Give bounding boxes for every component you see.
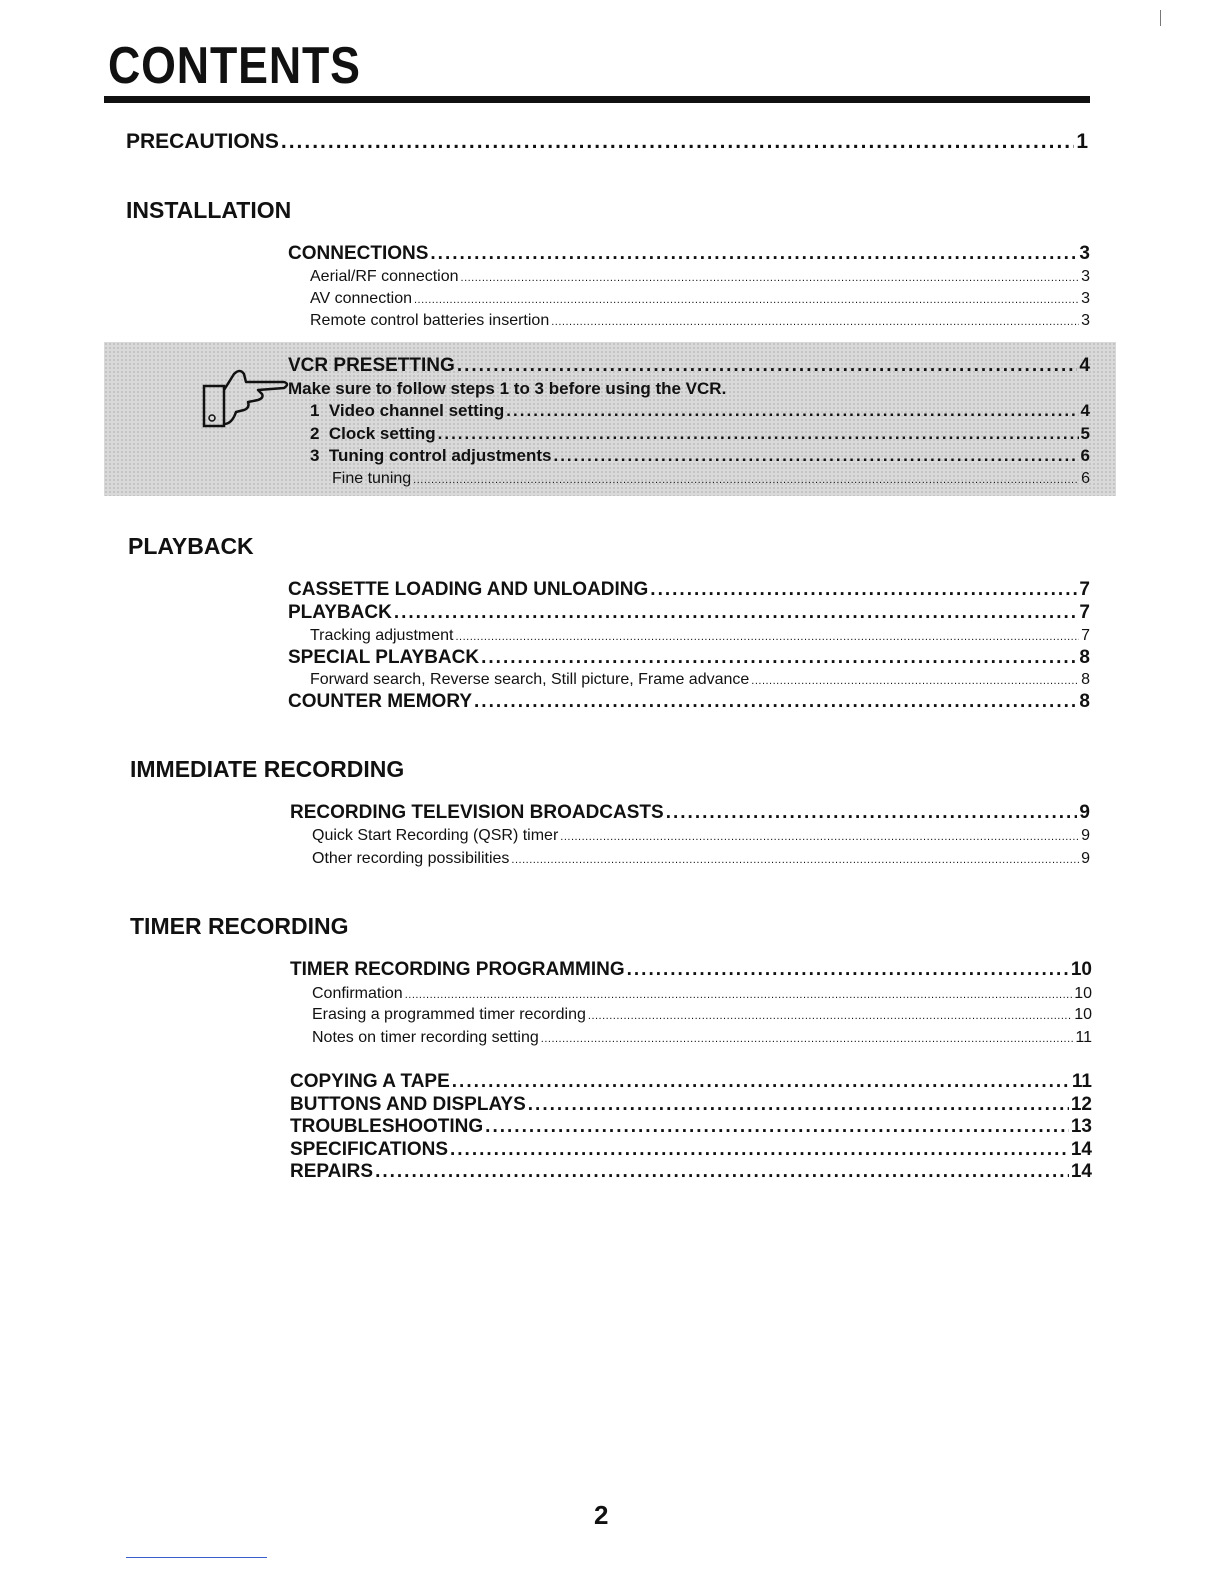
toc-entry-precautions[interactable]: PRECAUTIONS ..... 1 [126,130,1088,154]
toc-entry-playback[interactable]: PLAYBACK ..... 7 [288,602,1090,624]
leader-dots [438,424,1079,444]
leader-dots [541,1033,1074,1045]
toc-entry-specifications[interactable]: SPECIFICATIONS ..... 14 [290,1139,1092,1161]
leader-dots [474,691,1077,713]
leader-dots [461,272,1080,284]
toc-subentry[interactable]: Other recording possibilities ..... 9 [312,850,1090,868]
scan-mark [1160,10,1161,26]
pointing-hand-icon [200,368,292,430]
page-title: CONTENTS [108,37,361,95]
leader-dots [457,355,1078,377]
leader-dots [450,1139,1069,1161]
toc-subentry-fine-tuning[interactable]: Fine tuning ..... 6 [332,470,1090,488]
leader-dots [405,989,1073,1001]
toc-entry-buttons-and-displays[interactable]: BUTTONS AND DISPLAYS ..... 12 [290,1094,1092,1116]
toc-step-entry[interactable]: 3 Tuning control adjustments ..... 6 [310,446,1090,466]
toc-entry-cassette[interactable]: CASSETTE LOADING AND UNLOADING ..... 7 [288,579,1090,601]
leader-dots [413,474,1079,486]
leader-dots [528,1094,1069,1116]
toc-entry-timer-programming[interactable]: TIMER RECORDING PROGRAMMING ..... 10 [290,959,1092,981]
leader-dots [511,854,1079,866]
toc-subentry[interactable]: Remote control batteries insertion ..... 3 [310,312,1090,330]
toc-step-entry[interactable]: 2 Clock setting ..... 5 [310,424,1090,444]
leader-dots [452,1071,1070,1093]
toc-entry-troubleshooting[interactable]: TROUBLESHOOTING ..... 13 [290,1116,1092,1138]
section-heading-playback: PLAYBACK [128,533,254,559]
leader-dots [666,802,1078,824]
title-rule [104,96,1090,103]
toc-entry-connections[interactable]: CONNECTIONS ..... 3 [288,243,1090,265]
leader-dots [553,446,1078,466]
toc-step-entry[interactable]: 1 Video channel setting ..... 4 [310,401,1090,421]
section-heading-installation: INSTALLATION [126,197,292,223]
toc-entry-repairs[interactable]: REPAIRS ..... 14 [290,1161,1092,1183]
toc-subentry[interactable]: Quick Start Recording (QSR) timer ..... 9 [312,827,1090,845]
toc-subentry[interactable]: Erasing a programmed timer recording ..... 10 [312,1006,1092,1024]
toc-entry-copying-a-tape[interactable]: COPYING A TAPE ..... 11 [290,1071,1092,1093]
toc-entry-special-playback[interactable]: SPECIAL PLAYBACK ..... 8 [288,647,1090,669]
presetting-note: Make sure to follow steps 1 to 3 before using the VCR. [288,379,727,398]
section-heading-timer-recording: TIMER RECORDING [130,913,349,939]
toc-entry-vcr-presetting[interactable]: VCR PRESETTING ..... 4 [288,355,1090,377]
toc-subentry[interactable]: Forward search, Reverse search, Still picture, Frame advance ..... 8 [310,671,1090,689]
leader-dots [627,959,1069,981]
leader-dots [375,1161,1069,1183]
leader-dots [485,1116,1069,1138]
toc-entry-recording-broadcasts[interactable]: RECORDING TELEVISION BROADCASTS ..... 9 [290,802,1090,824]
leader-dots [560,831,1079,843]
leader-dots [588,1010,1072,1022]
page-number: 2 [594,1500,609,1530]
footer-line [126,1557,267,1558]
leader-dots [281,130,1074,154]
leader-dots [481,647,1077,669]
leader-dots [455,631,1079,643]
leader-dots [506,401,1078,421]
toc-subentry[interactable]: Tracking adjustment ..... 7 [310,627,1090,645]
leader-dots [751,675,1079,687]
toc-entry-counter-memory[interactable]: COUNTER MEMORY ..... 8 [288,691,1090,713]
leader-dots [650,579,1077,601]
toc-subentry[interactable]: Notes on timer recording setting ..... 11 [312,1029,1092,1047]
leader-dots [414,294,1079,306]
leader-dots [551,316,1079,328]
toc-subentry[interactable]: AV connection ..... 3 [310,290,1090,308]
toc-subentry[interactable]: Confirmation ..... 10 [312,985,1092,1003]
toc-subentry[interactable]: Aerial/RF connection ..... 3 [310,268,1090,286]
leader-dots [394,602,1078,624]
leader-dots [430,243,1077,265]
section-heading-immediate-recording: IMMEDIATE RECORDING [130,756,405,782]
